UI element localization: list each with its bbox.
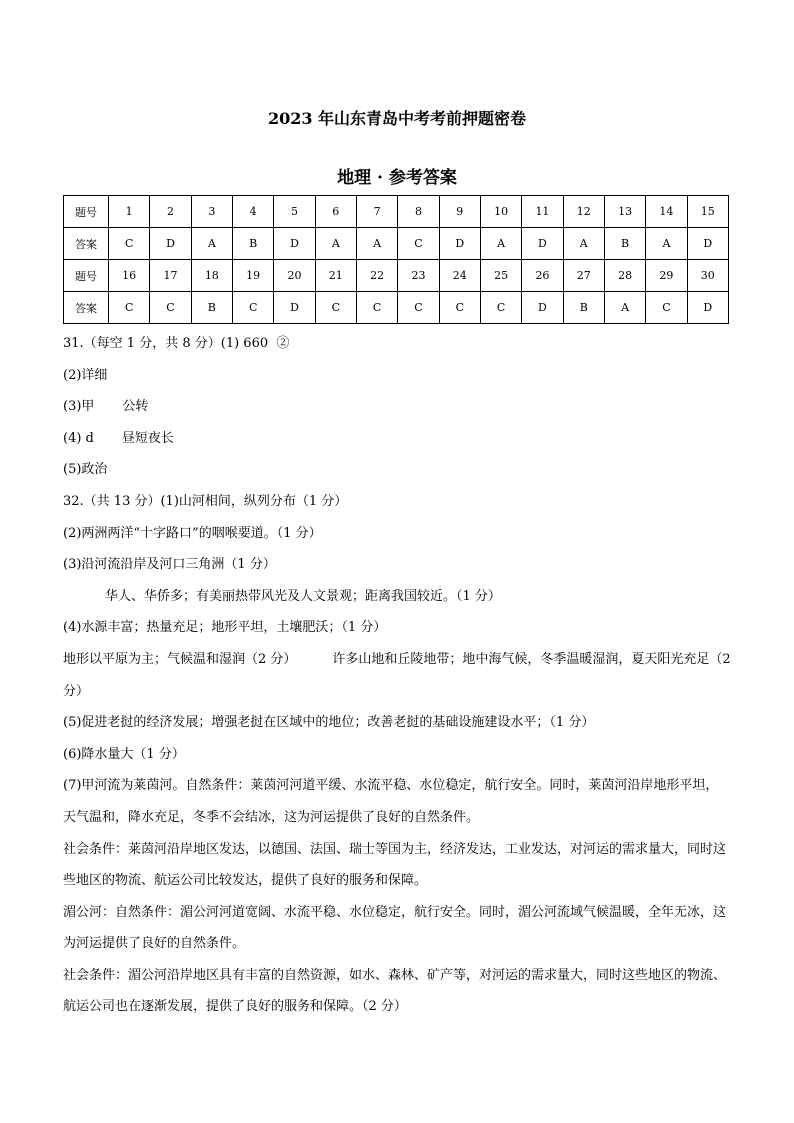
table-cell: C (109, 292, 150, 324)
table-cell: 17 (150, 260, 191, 292)
table-cell: B (604, 228, 645, 260)
q32-p4b-1: 地形以平原为主；气候温和湿润（2 分） (63, 651, 297, 667)
q32-part3-detail: 华人、华侨多；有美丽热带风光及人文景观；距离我国较近。（1 分） (105, 588, 501, 604)
table-cell: D (274, 228, 315, 260)
table-cell: C (398, 228, 439, 260)
table-cell: 9 (439, 196, 480, 228)
table-cell: 30 (687, 260, 728, 292)
table-cell: C (646, 292, 687, 324)
answer-table (63, 195, 729, 324)
table-cell: 20 (274, 260, 315, 292)
q32-part7-rhine: (7)甲河流为莱茵河。自然条件：莱茵河河道平缓、水流平稳、水位稳定，航行安全。同时，莱茵河沿岸地形平坦，天气温和，降水充足，冬季不会结冰，这为河运提供了良好的自然条件。 (63, 778, 719, 825)
table-cell: A (604, 292, 645, 324)
table-cell: C (480, 292, 521, 324)
table-row-answers-1 (64, 228, 729, 260)
table-cell: D (439, 228, 480, 260)
q31-part3 (63, 391, 731, 423)
q31-part4 (63, 423, 731, 455)
table-cell: C (439, 292, 480, 324)
answer-label: 答案 (64, 292, 109, 324)
table-cell: 18 (191, 260, 232, 292)
table-cell: C (109, 228, 150, 260)
table-row-nums-2 (64, 260, 729, 292)
q31-p4a: (4) d (63, 430, 94, 446)
answer-label: 答案 (64, 228, 109, 260)
table-cell: 26 (522, 260, 563, 292)
table-cell: 12 (563, 196, 604, 228)
table-row-nums-1 (64, 196, 729, 228)
table-cell: D (522, 228, 563, 260)
table-cell: A (191, 228, 232, 260)
table-cell: C (398, 292, 439, 324)
q32-part7-mekong: 湄公河：自然条件：湄公河河道宽阔、水流平稳、水位稳定，航行安全。同时，湄公河流域气候温暖，全年无冰，这为河运提供了良好的自然条件。 (63, 904, 727, 952)
table-cell: B (563, 292, 604, 324)
q32-part3: (3)沿河流沿岸及河口三角洲（1 分） (63, 557, 276, 573)
table-cell: 6 (315, 196, 356, 228)
q32-part4-detail (63, 644, 731, 707)
q32-part7-mekong-social: 社会条件：湄公河沿岸地区具有丰富的自然资源，如水、森林、矿产等，对河运的需求量大，同时这些地区的物流、航运公司也在逐渐发展，提供了良好的服务和保障。（2 分） (63, 967, 727, 1015)
table-cell: 21 (315, 260, 356, 292)
table-cell: 24 (439, 260, 480, 292)
table-cell: A (563, 228, 604, 260)
table-cell: A (480, 228, 521, 260)
answer-body (63, 328, 731, 1023)
q32-part2: (2)两洲两洋“十字路口”的咽喉要道。（1 分） (63, 525, 322, 541)
q31-heading (63, 328, 731, 360)
q31-p4b: 昼短夜长 (121, 430, 174, 446)
q31-head-mark: ② (276, 336, 290, 351)
table-cell: 16 (109, 260, 150, 292)
table-cell: 23 (398, 260, 439, 292)
q31-p3a: (3)甲 (63, 399, 95, 415)
table-cell: 27 (563, 260, 604, 292)
table-cell: 1 (109, 196, 150, 228)
table-cell: 11 (522, 196, 563, 228)
table-cell: 19 (232, 260, 273, 292)
table-cell: 5 (274, 196, 315, 228)
table-cell: C (315, 292, 356, 324)
table-cell: A (356, 228, 397, 260)
table-cell: C (356, 292, 397, 324)
table-cell: 10 (480, 196, 521, 228)
table-cell: D (687, 292, 728, 324)
q32-part7-rhine-social: 社会条件：莱茵河沿岸地区发达，以德国、法国、瑞士等国为主，经济发达，工业发达，对河运的需求量大，同时这些地区的物流、航运公司比较发达，提供了良好的服务和保障。 (63, 841, 727, 889)
table-cell: 13 (604, 196, 645, 228)
q32-part5: (5)促进老挝的经济发展；增强老挝在区域中的地位；改善老挝的基础设施建设水平；（1 分） (63, 715, 595, 731)
table-cell: C (150, 292, 191, 324)
table-cell: A (315, 228, 356, 260)
table-cell: B (191, 292, 232, 324)
q32-part1: 32.（共 13 分）(1)山河相间，纵列分布（1 分） (63, 493, 348, 509)
answer-subtitle: 地理 · 参考答案 (337, 168, 457, 188)
table-cell: D (274, 292, 315, 324)
table-cell: 3 (191, 196, 232, 228)
table-cell: 28 (604, 260, 645, 292)
q31-part5: (5)政治 (63, 462, 108, 478)
q32-part6: (6)降水量大（1 分） (63, 746, 185, 762)
table-cell: 22 (356, 260, 397, 292)
num-label: 题号 (64, 196, 109, 228)
q31-head-text: 31.（每空 1 分，共 8 分）(1) 660 (63, 336, 269, 351)
table-cell: 14 (646, 196, 687, 228)
table-cell: D (687, 228, 728, 260)
table-cell: 8 (398, 196, 439, 228)
q31-p3b: 公转 (122, 399, 149, 415)
q32-p4b-2: 许多山地和丘陵地带；地中海气候，冬季温暖湿润，夏天阳光充足（2 分） (63, 651, 731, 699)
table-cell: 2 (150, 196, 191, 228)
table-cell: D (522, 292, 563, 324)
exam-title: 2023 年山东青岛中考考前押题密卷 (267, 109, 527, 128)
table-cell: A (646, 228, 687, 260)
table-cell: 4 (232, 196, 273, 228)
table-cell: B (232, 228, 273, 260)
table-cell: 15 (687, 196, 728, 228)
table-cell: D (150, 228, 191, 260)
q31-part2: (2)详细 (63, 367, 108, 383)
table-cell: C (232, 292, 273, 324)
table-cell: 7 (356, 196, 397, 228)
table-cell: 29 (646, 260, 687, 292)
q32-part4: (4)水源丰富；热量充足；地形平坦，土壤肥沃；（1 分） (63, 620, 387, 636)
num-label: 题号 (64, 260, 109, 292)
table-row-answers-2 (64, 292, 729, 324)
table-cell: 25 (480, 260, 521, 292)
